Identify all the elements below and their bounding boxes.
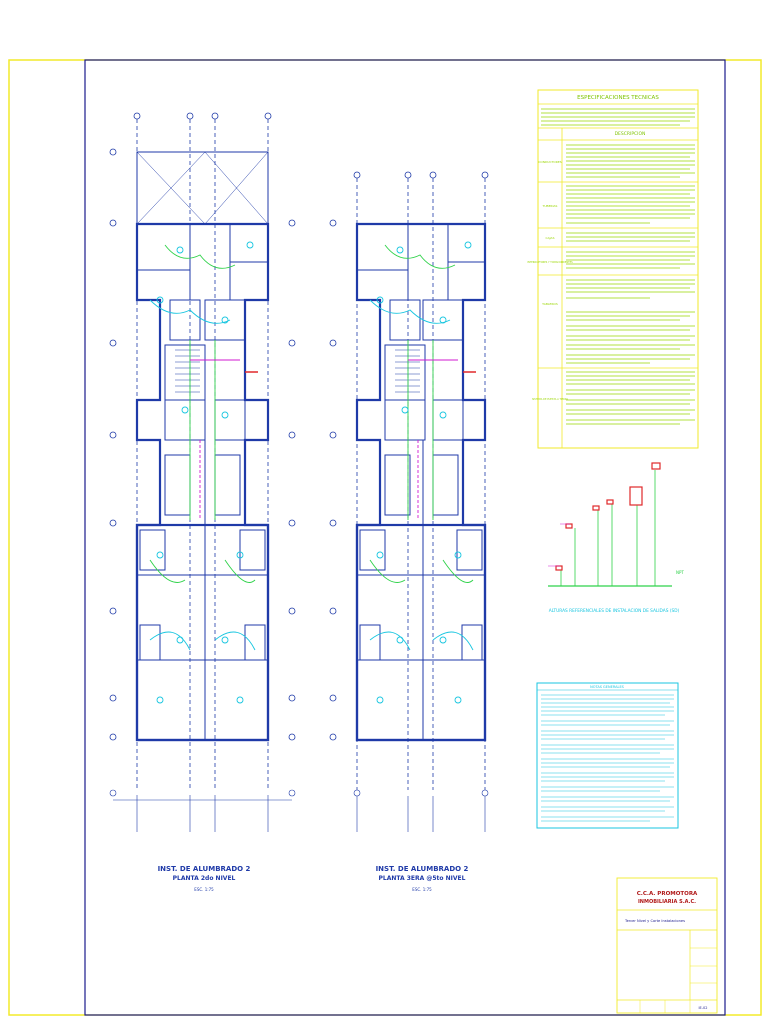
spec-row-label: CONDUCTORES: [538, 160, 562, 164]
spec-row-label: CAJAS: [545, 236, 555, 240]
notes-box: [537, 683, 678, 828]
notes-title: NOTAS GENERALES: [590, 685, 624, 689]
plan2-fixtures: [377, 242, 471, 703]
heights-diagram: [548, 463, 684, 614]
plan2-interior: [357, 224, 485, 740]
plan2-title: INST. DE ALUMBRADO 2: [375, 865, 469, 873]
spec-text-lines: [541, 109, 695, 424]
npt-label: NPT: [676, 570, 684, 575]
plan2-scale: ESC. 1:75: [412, 887, 432, 892]
spec-row-label: SISTEMA DE PUESTA A TIERRA: [531, 398, 569, 401]
plan1-scale: ESC. 1:75: [194, 887, 214, 892]
floor-plan-1: [110, 113, 295, 892]
spec-row-label: INTERRUPTORES Y TOMACORRIENTES: [527, 261, 573, 264]
plan1-interior: [137, 224, 268, 740]
plan2-walls: [357, 224, 485, 740]
heights-title: ALTURAS REFERENCIALES DE INSTALACION DE SALIDAS (SD): [548, 609, 680, 614]
company-name-line2: INMOBILIARIA S.A.C.: [637, 899, 697, 905]
axis-bubbles-left-2: [330, 220, 336, 740]
plan1-circuits: [150, 245, 255, 650]
spec-title: ESPECIFICACIONES TECNICAS: [577, 95, 659, 101]
spec-row-label: TUBERIAS: [542, 204, 558, 208]
project-name: Tercer Nivel y Corte Instalaciones: [625, 919, 685, 923]
spec-row-label: TABLEROS: [542, 302, 558, 306]
plan2-circuits: [370, 245, 473, 650]
axis-bubbles-top: [134, 113, 271, 790]
notes-text-lines: [541, 695, 674, 821]
title-block: [617, 878, 717, 1013]
plan1-walls: [137, 224, 268, 740]
plan1-stair: [175, 350, 200, 392]
spec-col-header: DESCRIPCION: [614, 132, 646, 137]
plan2-subtitle: PLANTA 3ERA @5to NIVEL: [378, 875, 466, 882]
company-name-line1: C.C.A. PROMOTORA: [636, 891, 698, 897]
spec-table: [527, 90, 698, 448]
plan1-title: INST. DE ALUMBRADO 2: [157, 865, 251, 873]
floor-plan-2: [330, 172, 488, 892]
axis-bubbles-top-2: [354, 172, 488, 790]
plan1-subtitle: PLANTA 2do NIVEL: [172, 875, 236, 882]
sheet-number: IE-02: [698, 1006, 708, 1010]
plan2-stair: [395, 350, 420, 392]
